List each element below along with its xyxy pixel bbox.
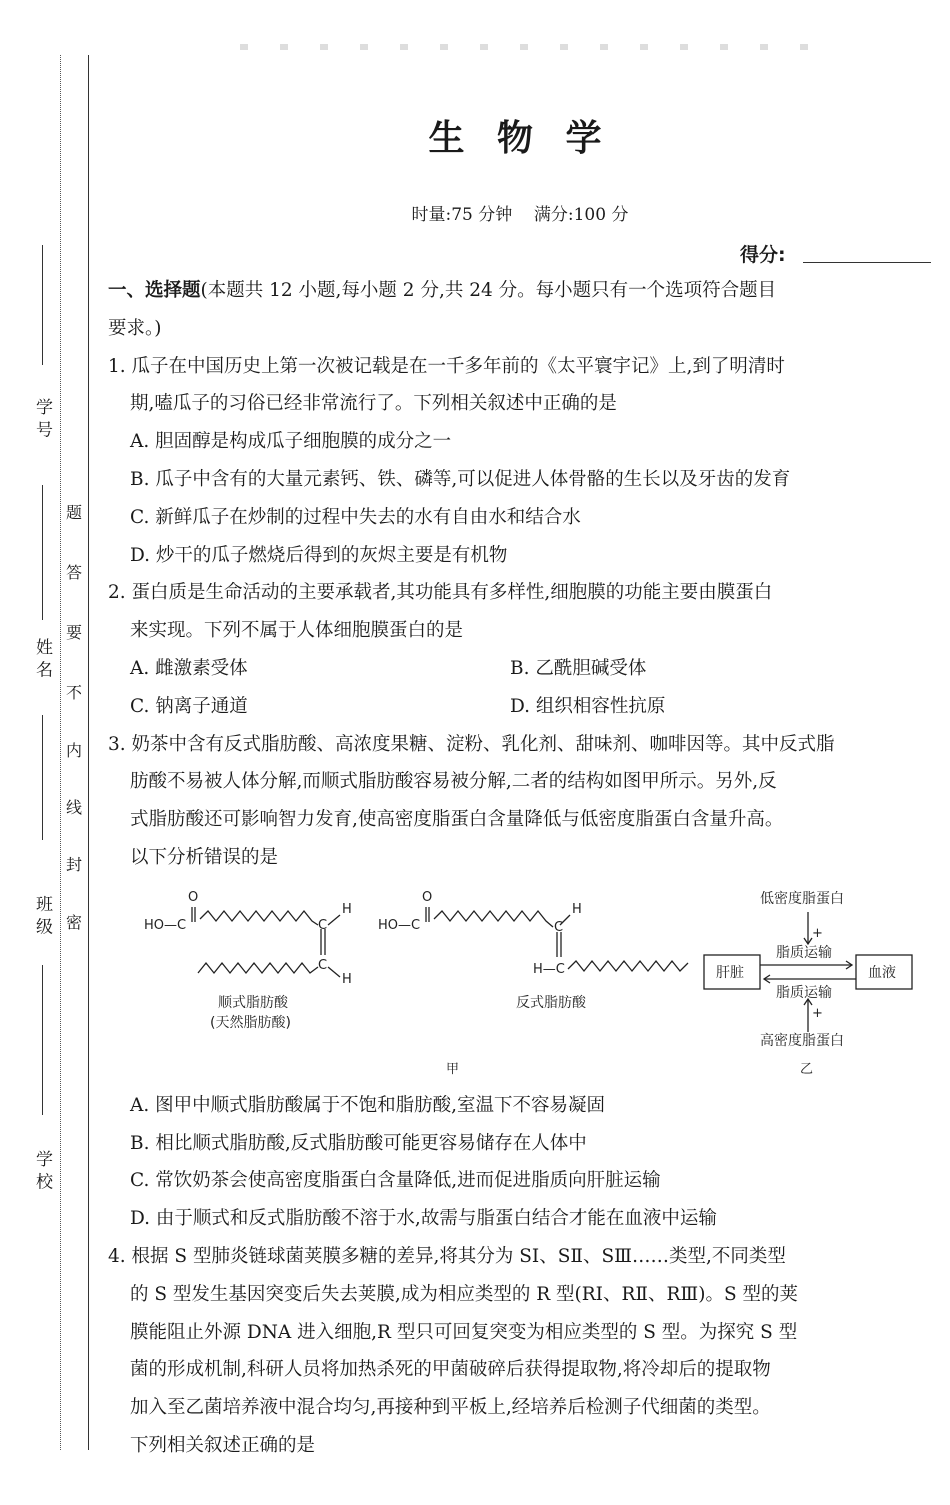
seal-char: 密 <box>65 913 82 932</box>
field-underline-class <box>42 715 43 840</box>
q3-option-d[interactable]: D. 由于顺式和反式脂肪酸不溶于水,故需与脂蛋白结合才能在血液中运输 <box>130 1208 717 1230</box>
cis-h-bond <box>328 915 340 925</box>
score-blank[interactable] <box>803 262 931 263</box>
cis-h-low: H <box>342 971 352 987</box>
q1-stem-cont: 期,嗑瓜子的习俗已经非常流行了。下列相关叙述中正确的是 <box>130 393 617 415</box>
field-school-label: 学 校 <box>32 1150 52 1190</box>
cis-label: 顺式脂肪酸 <box>218 994 288 1011</box>
q1-option-a[interactable]: A. 胆固醇是构成瓜子细胞膜的成分之一 <box>130 431 452 453</box>
seal-char: 封 <box>65 855 82 874</box>
q2-option-c[interactable]: C. 钠离子通道 <box>130 695 248 717</box>
q2-stem-cont: 来实现。下列不属于人体细胞膜蛋白的是 <box>130 620 464 642</box>
trans-chain-upper <box>434 911 553 927</box>
cis-hoc: HO—C <box>144 917 187 933</box>
q2-option-d[interactable]: D. 组织相容性抗原 <box>510 695 666 717</box>
q1-option-c[interactable]: C. 新鲜瓜子在炒制的过程中失去的水有自由水和结合水 <box>130 506 581 528</box>
seal-char: 答 <box>65 563 82 582</box>
page-title: 生 物 学 <box>428 118 612 159</box>
q4-stem: 4. 根据 S 型肺炎链球菌荚膜多糖的差异,将其分为 SⅠ、SⅡ、SⅢ……类型,不同类型 <box>108 1245 786 1267</box>
q2-option-a[interactable]: A. 雌激素受体 <box>130 657 248 679</box>
liver-label: 肝脏 <box>716 964 744 981</box>
field-class-label: 班 级 <box>32 895 52 935</box>
q4-stem-cont: 膜能阻止外源 DNA 进入细胞,R 型只可回复突变为相应类型的 S 型。为探究 S 型 <box>130 1321 798 1343</box>
plus-bottom: + <box>812 1005 823 1021</box>
header-scan-artifact <box>240 44 840 50</box>
field-underline-name <box>42 485 43 620</box>
cis-c-low: C <box>318 957 328 973</box>
cis-chain-lower <box>198 963 318 973</box>
section-heading: 一、选择题 <box>108 280 201 301</box>
q3-stem-cont: 以下分析错误的是 <box>130 846 279 868</box>
section-intro <box>108 272 936 310</box>
trans-label: 反式脂肪酸 <box>516 994 586 1011</box>
seal-char: 内 <box>65 741 82 760</box>
q2-stem: 2. 蛋白质是生命活动的主要承载者,其功能具有多样性,细胞膜的功能主要由膜蛋白 <box>108 582 773 604</box>
binding-dotted-line <box>60 55 61 1450</box>
seal-char: 线 <box>65 798 82 817</box>
trans-o: O <box>422 889 433 905</box>
q2-option-b[interactable]: B. 乙酰胆碱受体 <box>510 657 647 679</box>
q3-stem-cont: 式脂肪酸还可影响智力发育,使高密度脂蛋白含量降低与低密度脂蛋白含量升高。 <box>130 809 784 831</box>
binding-solid-line <box>88 55 89 1450</box>
seal-char: 题 <box>65 503 82 522</box>
q4-stem-cont: 下列相关叙述正确的是 <box>130 1434 316 1456</box>
section-intro-text: (本题共 12 小题,每小题 2 分,共 24 分。每小题只有一个选项符合题目 <box>200 280 777 301</box>
ldl-label: 低密度脂蛋白 <box>760 890 844 907</box>
field-name-label: 姓 名 <box>32 638 52 678</box>
hdl-label: 高密度脂蛋白 <box>760 1032 844 1049</box>
seal-char: 不 <box>65 683 82 702</box>
exam-time-info: 时量:75 分钟 满分:100 分 <box>411 205 629 225</box>
seal-char: 要 <box>65 623 82 642</box>
trans-h-top: H <box>572 901 582 917</box>
trans-chain-lower <box>568 961 688 971</box>
cis-chain-upper <box>200 911 318 925</box>
q3-figure-svg <box>108 877 936 1087</box>
q3-stem: 3. 奶茶中含有反式脂肪酸、高浓度果糖、淀粉、乳化剂、甜味剂、咖啡因等。其中反式脂 <box>108 733 835 755</box>
q3-option-a[interactable]: A. 图甲中顺式脂肪酸属于不饱和脂肪酸,室温下不容易凝固 <box>130 1094 606 1116</box>
q1-stem: 1. 瓜子在中国历史上第一次被记载是在一千多年前的《太平寰宇记》上,到了明清时 <box>108 355 785 377</box>
q3-stem-cont: 肪酸不易被人体分解,而顺式脂肪酸容易被分解,二者的结构如图甲所示。另外,反 <box>130 771 777 793</box>
cis-sublabel: (天然脂肪酸) <box>210 1014 291 1031</box>
figure-jia: 甲 <box>446 1061 460 1077</box>
cis-h-bond <box>328 967 340 977</box>
transport-top-label: 脂质运输 <box>776 944 832 961</box>
q2-options-row2 <box>108 688 936 726</box>
q4-stem-cont: 加入至乙菌培养液中混合均匀,再接种到平板上,经培养后检测子代细菌的类型。 <box>130 1397 771 1419</box>
figure-yi: 乙 <box>800 1061 814 1077</box>
trans-c-mid: C <box>554 919 564 935</box>
trans-hoc: HO—C <box>378 917 421 933</box>
blood-label: 血液 <box>868 964 896 981</box>
q3-figure <box>108 877 936 1087</box>
cis-c-mid: C <box>318 917 328 933</box>
q1-option-d[interactable]: D. 炒干的瓜子燃烧后得到的灰烬主要是有机物 <box>130 544 508 566</box>
cis-o: O <box>188 889 199 905</box>
exam-content <box>108 272 936 1465</box>
plus-top: + <box>812 925 823 941</box>
field-underline-school <box>42 965 43 1115</box>
q2-options-row1 <box>108 650 936 688</box>
q1-option-b[interactable]: B. 瓜子中含有的大量元素钙、铁、磷等,可以促进人体骨骼的生长以及牙齿的发育 <box>130 468 791 490</box>
field-underline-xuehao <box>42 245 43 365</box>
trans-hc-low: H—C <box>533 961 565 977</box>
section-intro-cont: 要求。) <box>108 317 162 339</box>
q4-stem-cont: 菌的形成机制,科研人员将加热杀死的甲菌破碎后获得提取物,将冷却后的提取物 <box>130 1359 771 1381</box>
q3-option-c[interactable]: C. 常饮奶茶会使高密度脂蛋白含量降低,进而促进脂质向肝脏运输 <box>130 1170 661 1192</box>
transport-bottom-label: 脂质运输 <box>776 984 832 1001</box>
score-label: 得分: <box>740 244 786 266</box>
q3-option-b[interactable]: B. 相比顺式脂肪酸,反式脂肪酸可能更容易储存在人体中 <box>130 1132 587 1154</box>
q4-stem-cont: 的 S 型发生基因突变后失去荚膜,成为相应类型的 R 型(RⅠ、RⅡ、RⅢ)。S 型的荚 <box>130 1283 799 1305</box>
cis-h-top: H <box>342 901 352 917</box>
field-student-id-label: 学 号 <box>32 398 52 438</box>
